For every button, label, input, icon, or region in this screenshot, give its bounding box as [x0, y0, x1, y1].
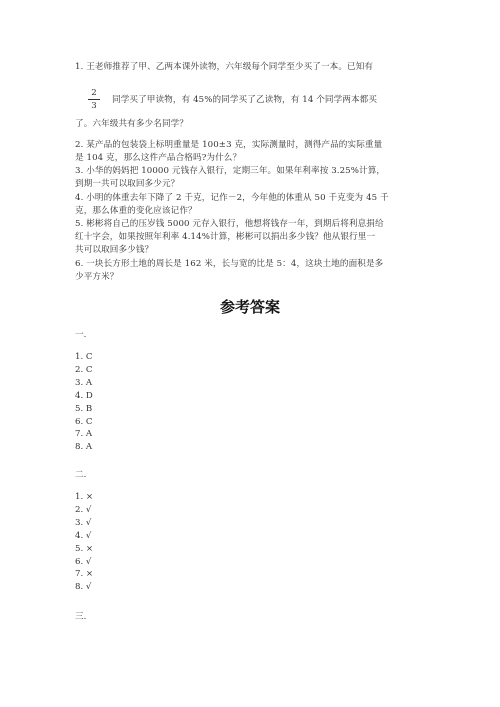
problem-2-line-2: 是 104 克，那么这件产品合格吗?为什么？: [75, 153, 242, 163]
fraction-denominator: 3: [91, 101, 97, 111]
problem-3-line-2: 到期一共可以取回多少元？: [75, 179, 180, 189]
answer-item: 8. √: [75, 582, 92, 593]
answer-item: 3. A: [75, 377, 93, 388]
answer-item: 1. ×: [75, 492, 94, 502]
section-2-label: 二.: [75, 470, 87, 480]
fraction-bar: [88, 99, 100, 100]
answer-item: 1. C: [75, 352, 93, 362]
problem-3-line-1: 3. 小华的妈妈把 10000 元钱存入银行，定期三年。如果年利率按 3.25%计算，: [75, 166, 386, 176]
answer-title: 参考答案: [219, 298, 280, 316]
answer-item: 2. √: [75, 504, 92, 515]
problem-2-line-1: 2. 某产品的包装袋上标明重量是 100±3 克，实际测量时，测得产品的实际重量: [75, 140, 383, 150]
answer-item: 4. √: [75, 530, 92, 541]
problem-1-line-2: 同学买了甲读物，有 45%的同学买了乙读物，有 14 个同学两本都买: [112, 95, 378, 105]
problem-5-line-2: 红十字会，如果按照年利率 4.14%计算，彬彬可以捐出多少钱？他从银行里一: [75, 232, 376, 242]
problem-6-line-2: 少平方米？: [75, 272, 119, 282]
problem-1-line-3: 了。六年级共有多少名同学？: [75, 119, 189, 129]
fraction-numerator: 2: [91, 88, 97, 98]
answer-item: 7. ×: [75, 569, 94, 580]
section-3-label: 三.: [75, 612, 87, 622]
problem-5-line-3: 共可以取回多少钱？: [75, 245, 154, 255]
answer-item: 3. √: [75, 517, 92, 528]
problem-6-line-1: 6. 一块长方形土地的周长是 162 米，长与宽的比是 5：4，这块土地的面积是多: [75, 259, 384, 269]
answer-item: 8. A: [75, 442, 93, 453]
answer-item: 6. √: [75, 556, 92, 567]
answer-item: 7. A: [75, 429, 93, 440]
answer-item: 5. ×: [75, 543, 94, 554]
problem-4-line-1: 4. 小明的体重去年下降了 2 千克，记作－2，今年他的体重从 50 千克变为 45 千: [75, 193, 389, 203]
answer-item: 6. C: [75, 416, 93, 427]
problem-1-line-1: 1. 王老师推荐了甲、乙两本课外读物，六年级每个同学至少买了一本。已知有: [75, 62, 374, 72]
section-1-label: 一.: [75, 330, 87, 340]
section-2-answers: [75, 491, 93, 594]
answer-item: 2. C: [75, 364, 93, 375]
problem-4-line-2: 克，那么体重的变化应该记作？: [75, 206, 197, 216]
problem-5-line-1: 5. 彬彬将自己的压岁钱 5000 元存入银行，他想将钱存一年，到期后将利息捐给: [75, 219, 384, 229]
section-1-answers: [75, 351, 93, 454]
fraction-two-thirds: [88, 88, 100, 111]
answer-item: 4. D: [75, 390, 93, 401]
answer-item: 5. B: [75, 403, 93, 414]
